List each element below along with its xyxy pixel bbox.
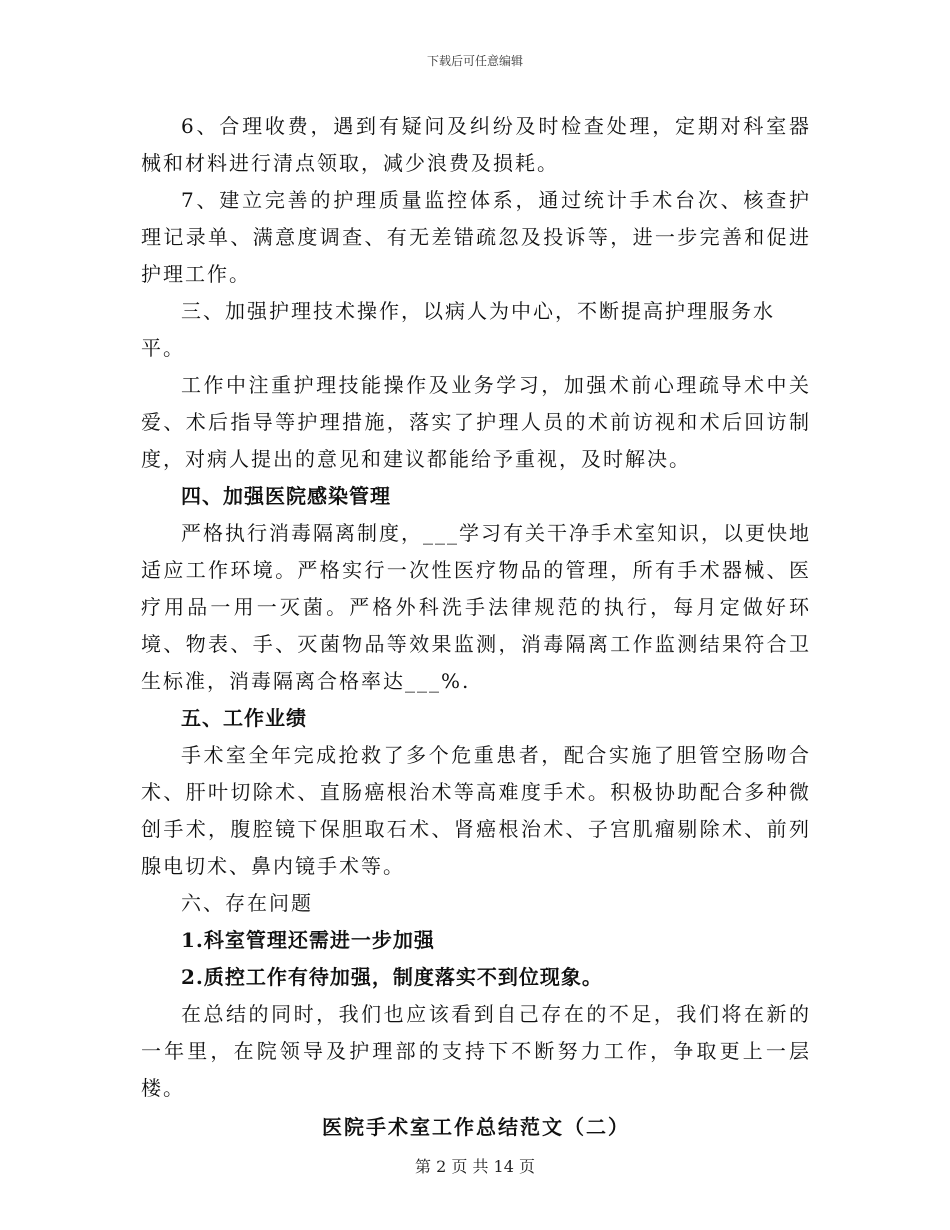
paragraph-nursing-skills: 工作中注重护理技能操作及业务学习，加强术前心理疏导术中关爱、术后指导等护理措施，落实了护理人员的术前访视和术后回访制度，对病人提出的意见和建议都能给予重视，及时解决。	[141, 373, 811, 471]
paragraph-infection-control: 严格执行消毒隔离制度，___学习有关干净手术室知识，以更快地适应工作环境。严格实行一次性医疗物品的管理，所有手术器械、医疗用品一用一灭菌。严格外科洗手法律规范的执行，每月定做好环境、物表、手、灭菌物品等效果监测，消毒隔离工作监测结果符合卫生标准，消毒隔离合格率达___%.	[141, 521, 811, 693]
problem-item-1: 1.科室管理还需进一步加强	[181, 928, 435, 952]
paragraph-item-6: 6、合理收费，遇到有疑问及纠纷及时检查处理，定期对科室器械和材料进行清点领取，减少浪费及损耗。	[141, 114, 811, 175]
page-number: 第 2 页 共 14 页	[415, 1157, 535, 1176]
section-heading-6: 六、存在问题	[181, 891, 313, 915]
paragraph-item-7: 7、建立完善的护理质量监控体系，通过统计手术台次、核查护理记录单、满意度调查、有无差错疏忽及投诉等，进一步完善和促进护理工作。	[141, 188, 811, 286]
paragraph-conclusion: 在总结的同时，我们也应该看到自己存在的不足，我们将在新的一年里，在院领导及护理部的支持下不断努力工作，争取更上一层楼。	[141, 1002, 811, 1100]
paragraph-achievements: 手术室全年完成抢救了多个危重患者，配合实施了胆管空肠吻合术、肝叶切除术、直肠癌根治术等高难度手术。积极协助配合多种微创手术，腹腔镜下保胆取石术、肾癌根治术、子宫肌瘤剔除术、前列腺电切术、鼻内镜手术等。	[141, 743, 811, 878]
section-heading-5: 五、工作业绩	[181, 706, 307, 730]
page-header: 下载后可任意编辑	[426, 54, 523, 68]
section-heading-3: 三、加强护理技术操作，以病人为中心，不断提高护理服务水平。	[141, 299, 775, 360]
document-body	[141, 108, 811, 1146]
document-section-title: 医院手术室工作总结范文（二）	[322, 1115, 630, 1139]
section-heading-4: 四、加强医院感染管理	[181, 484, 391, 508]
problem-item-2: 2.质控工作有待加强，制度落实不到位现象。	[181, 965, 603, 989]
